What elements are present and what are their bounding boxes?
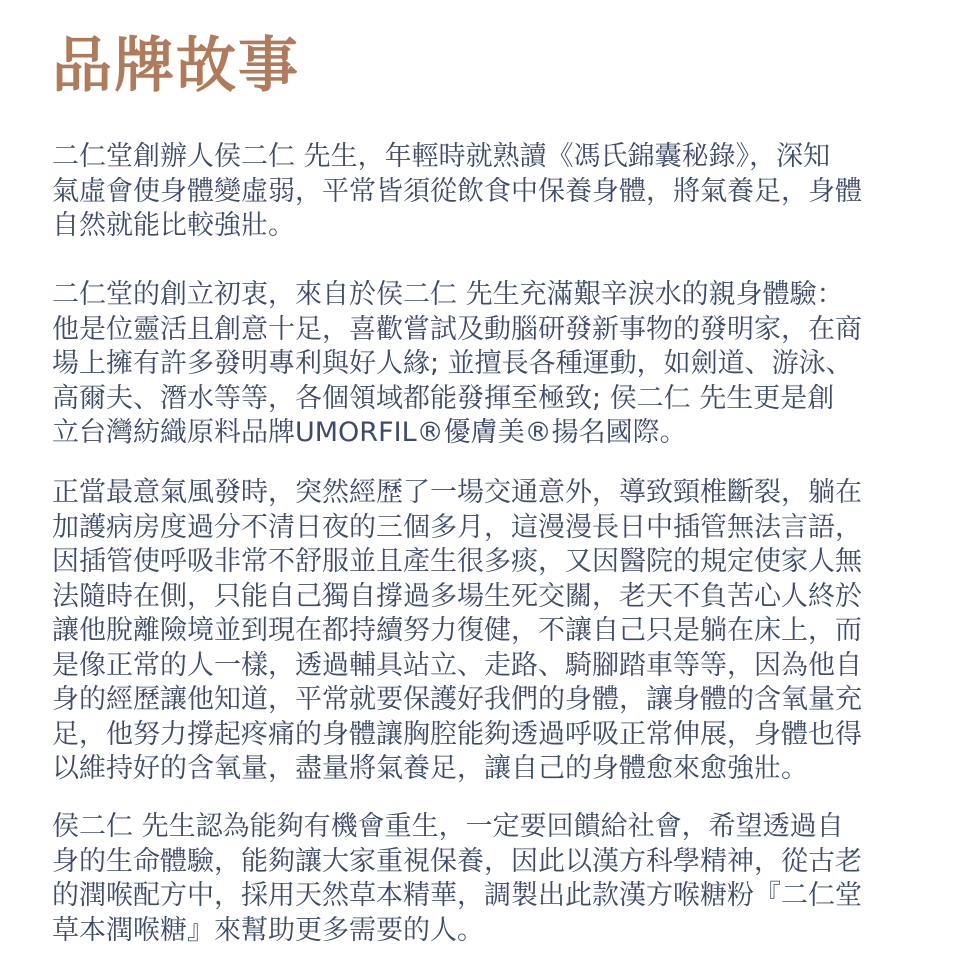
paragraph-line: 法隨時在側，只能自己獨自撐過多場生死交關，老天不負苦心人終於 <box>52 580 862 612</box>
paragraph-line: 立台灣紡織原料品牌UMORFIL®優膚美®揚名國際。 <box>52 417 687 448</box>
paragraph-line: 氣虛會使身體變虛弱，平常皆須從飲食中保養身體，將氣養足，身體 <box>52 175 862 207</box>
page-title: 品牌故事 <box>52 31 300 101</box>
paragraph-line: 因插管使呼吸非常不舒服並且產生很多痰，又因醫院的規定使家人無 <box>52 546 862 577</box>
paragraph-line: 高爾夫、潛水等等，各個領域都能發揮至極致; 侯二仁 先生更是創 <box>52 382 835 414</box>
paragraph-line: 侯二仁 先生認為能夠有機會重生，一定要回饋給社會，希望透過自 <box>52 811 844 842</box>
paragraph-line: 二仁堂創辦人侯二仁 先生，年輕時就熟讀《馮氏錦囊秘錄》，深知 <box>52 141 831 172</box>
paragraph-line: 身的生命體驗，能夠讓大家重視保養，因此以漢方科學精神，從古老 <box>52 845 862 877</box>
paragraph-line: 讓他脫離險境並到現在都持續努力復健，不讓自己只是躺在床上，而 <box>52 615 862 646</box>
paragraph-line: 加護病房度過分不清日夜的三個多月，這漫漫長日中插管無法言語， <box>52 511 862 543</box>
paragraph-mission <box>52 810 922 948</box>
paragraph-origin <box>52 278 922 451</box>
paragraph-line: 身的經歷讓他知道，平常就要保護好我們的身體，讓身體的含氧量充 <box>52 684 862 715</box>
paragraph-founder <box>52 140 922 244</box>
paragraph-line: 場上擁有許多發明專利與好人緣; 並擅長各種運動，如劍道、游泳、 <box>52 348 853 379</box>
paragraph-line: 他是位靈活且創意十足，喜歡嘗試及動腦研發新事物的發明家，在商 <box>52 313 862 345</box>
paragraph-line: 以維持好的含氧量，盡量將氣養足，讓自己的身體愈來愈強壯。 <box>52 753 808 784</box>
paragraph-line: 自然就能比較強壯。 <box>52 210 295 241</box>
paragraph-accident <box>52 476 922 787</box>
paragraph-line: 草本潤喉糖』來幫助更多需要的人。 <box>52 914 484 946</box>
paragraph-line: 足，他努力撐起疼痛的身體讓胸腔能夠透過呼吸正常伸展，身體也得 <box>52 718 862 750</box>
paragraph-line: 二仁堂的創立初衷，來自於侯二仁 先生充滿艱辛淚水的親身體驗： <box>52 279 844 310</box>
paragraph-line: 正當最意氣風發時，突然經歷了一場交通意外，導致頸椎斷裂，躺在 <box>52 477 862 508</box>
paragraph-line: 的潤喉配方中，採用天然草本精華，調製出此款漢方喉糖粉『二仁堂 <box>52 880 862 911</box>
paragraph-line: 是像正常的人一樣，透過輔具站立、走路、騎腳踏車等等，因為他自 <box>52 649 862 681</box>
